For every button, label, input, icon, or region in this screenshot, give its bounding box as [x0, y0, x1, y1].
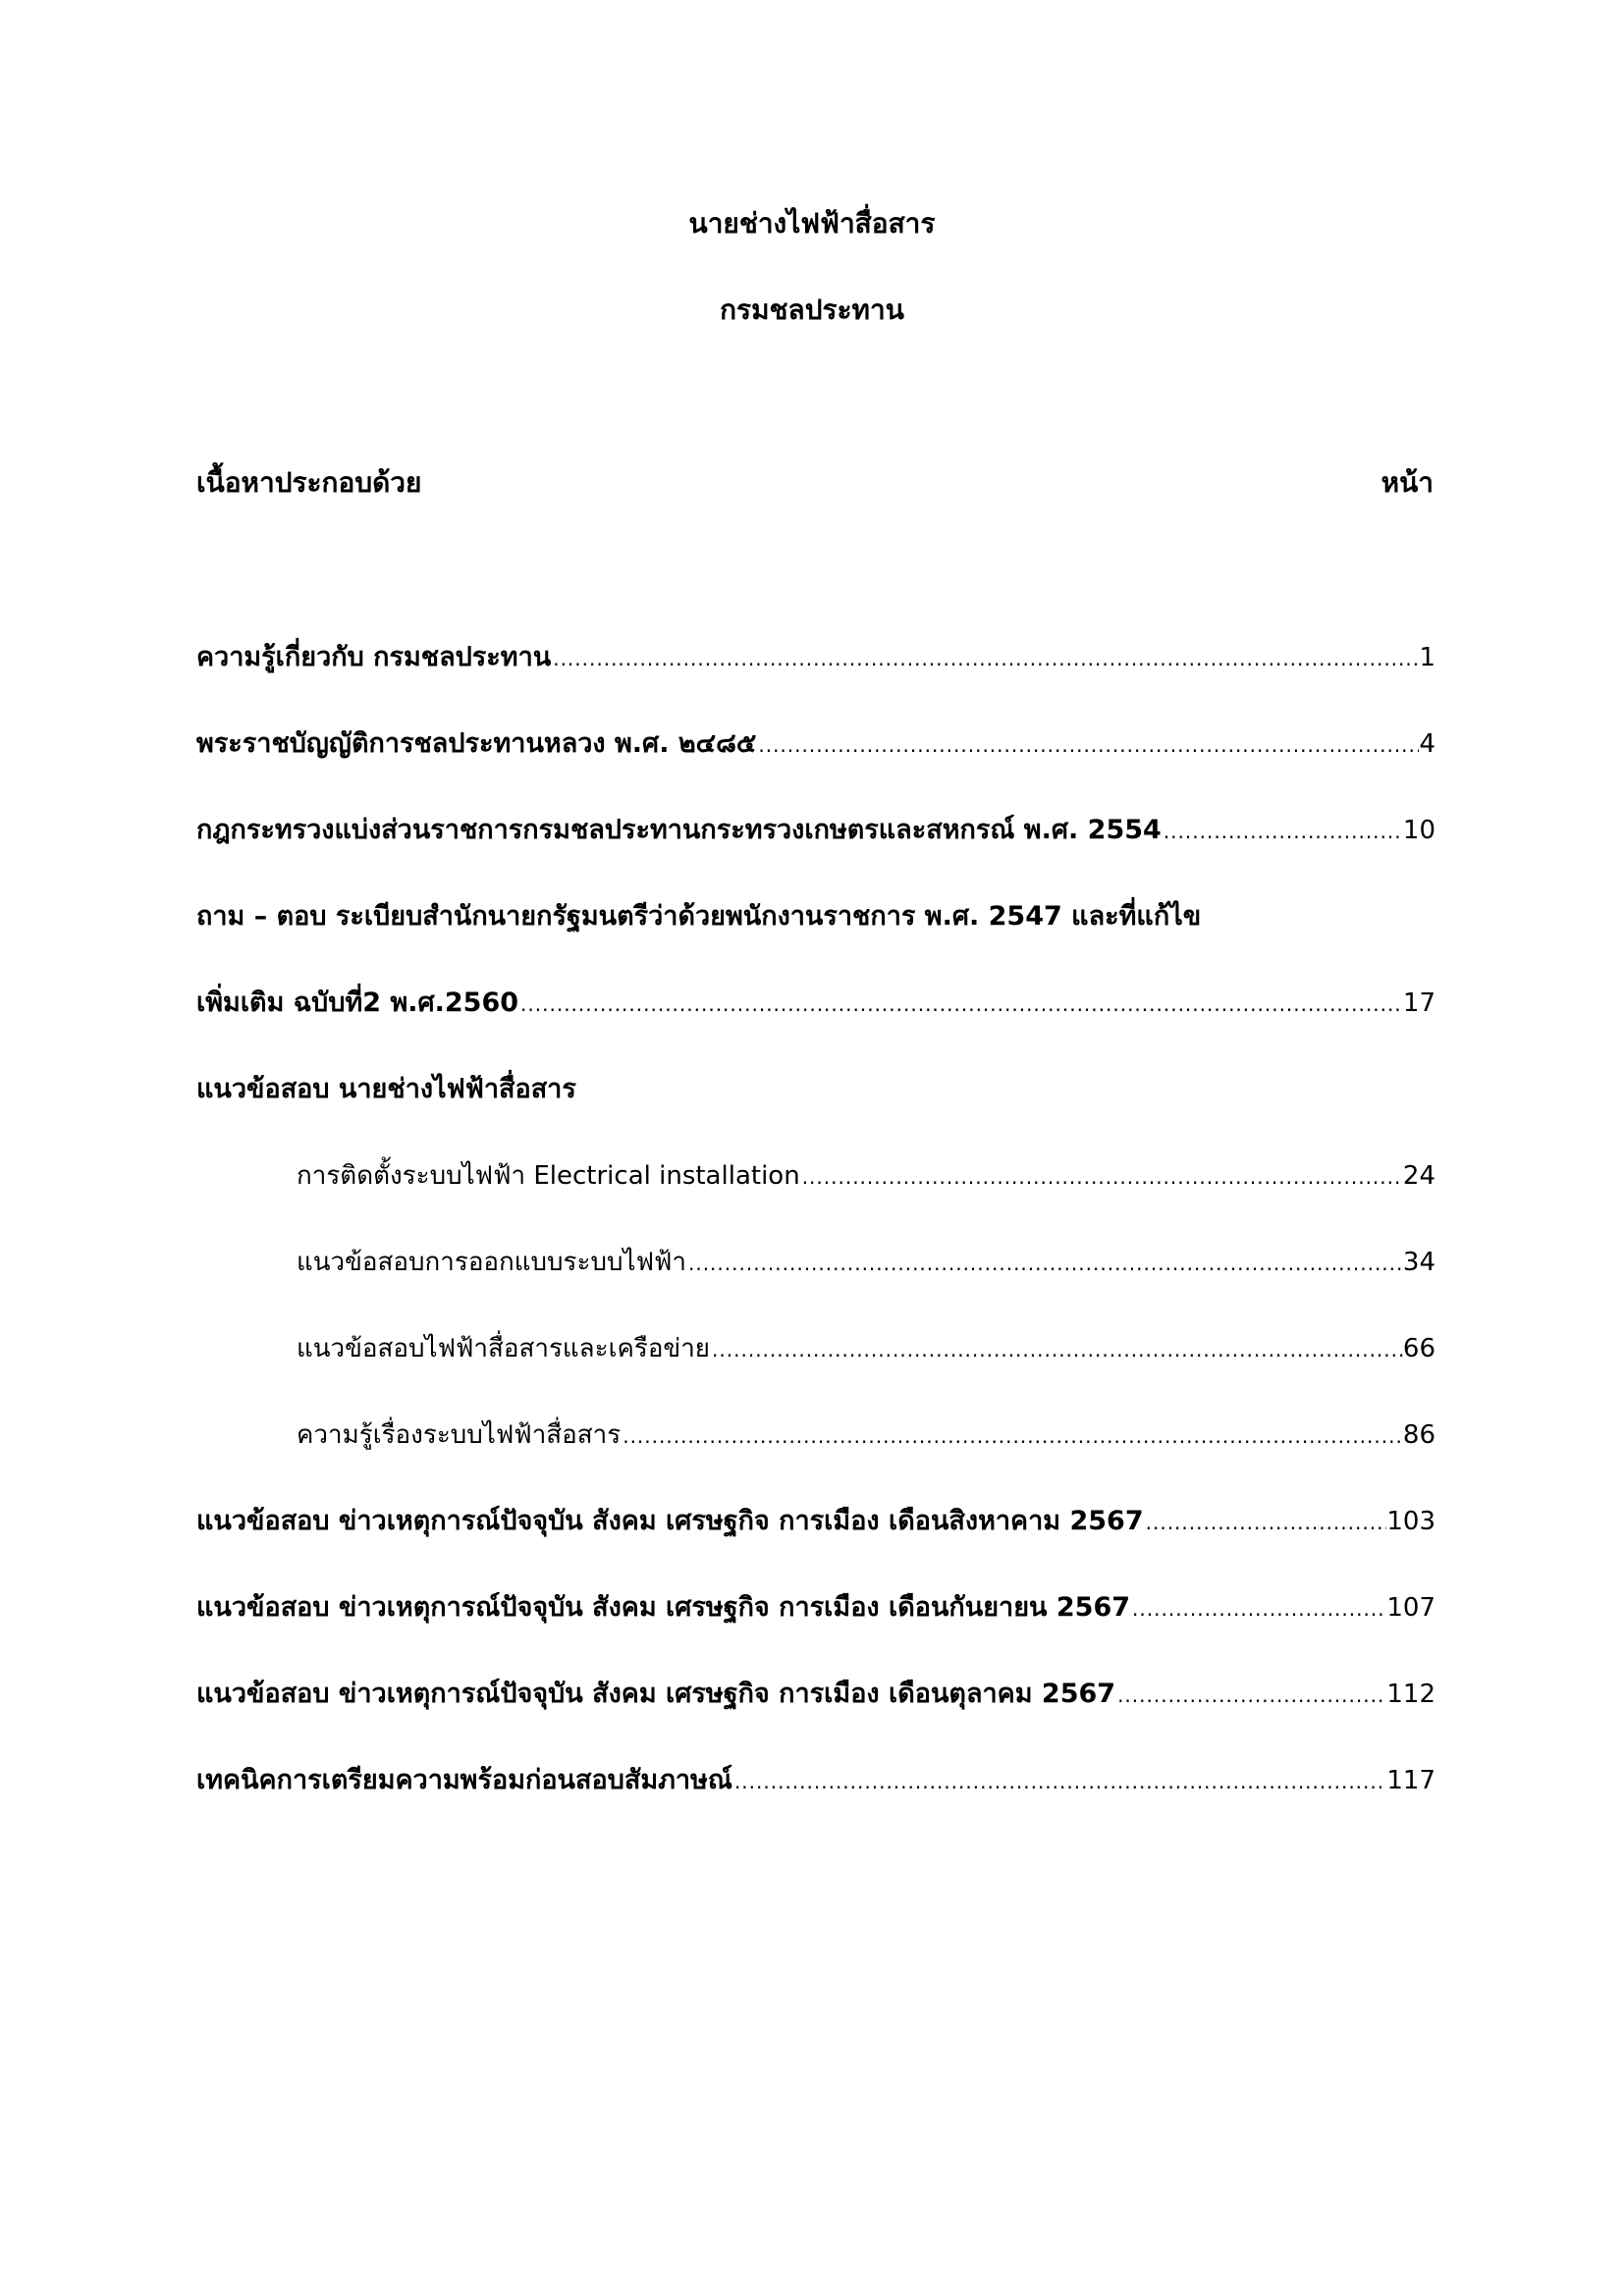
toc-section-exam-guide — [196, 1068, 1435, 1111]
toc-entry-page: 17 — [1402, 988, 1435, 1018]
toc-entry-label: ความรู้เรื่องระบบไฟฟ้าสื่อสาร — [297, 1420, 622, 1450]
dot-leader — [800, 1155, 1403, 1198]
dot-leader — [551, 637, 1419, 679]
toc-header — [196, 461, 1434, 505]
toc-entry-label: เพิ่มเติม ฉบับที่2 พ.ศ.2560 — [196, 988, 519, 1018]
toc-subentry-communication-knowledge — [297, 1414, 1435, 1457]
toc-entry-label: แนวข้อสอบการออกแบบระบบไฟฟ้า — [297, 1248, 686, 1277]
toc-entry-label: แนวข้อสอบ ข่าวเหตุการณ์ปัจจุบัน สังคม เศรษฐกิจ การเมือง เดือนสิงหาคาม 2567 — [196, 1506, 1144, 1536]
toc-entry-qa-regulation — [196, 895, 1435, 938]
dot-leader — [518, 983, 1403, 1025]
toc-entry-news-august — [196, 1500, 1435, 1543]
toc-entry-label: เทคนิคการเตรียมความพร้อมก่อนสอบสัมภาษณ์ — [196, 1765, 732, 1795]
toc-entry-page: 24 — [1402, 1161, 1435, 1191]
dot-leader — [1144, 1501, 1387, 1543]
toc-entry-label: แนวข้อสอบ ข่าวเหตุการณ์ปัจจุบัน สังคม เศรษฐกิจ การเมือง เดือนกันยายน 2567 — [196, 1592, 1131, 1623]
toc-entry-news-september — [196, 1586, 1435, 1629]
dot-leader — [732, 1760, 1386, 1802]
toc-entry-page: 10 — [1402, 816, 1435, 845]
toc-entry-label: แนวข้อสอบ นายช่างไฟฟ้าสื่อสาร — [196, 1074, 576, 1104]
toc-entry-label: แนวข้อสอบ ข่าวเหตุการณ์ปัจจุบัน สังคม เศรษฐกิจ การเมือง เดือนตุลาคม 2567 — [196, 1679, 1116, 1709]
document-title: นายช่างไฟฟ้าสื่อสาร — [688, 207, 936, 240]
toc-entry-label: ความรู้เกี่ยวกับ กรมชลประทาน — [196, 642, 552, 672]
toc-entry-page: 66 — [1402, 1334, 1435, 1363]
toc-entry-label: การติดตั้งระบบไฟฟ้า Electrical installation — [297, 1161, 800, 1191]
toc-entry-label: กฎกระทรวงแบ่งส่วนราชการกรมชลประทานกระทรวงเกษตรและสหกรณ์ พ.ศ. 2554 — [196, 815, 1162, 845]
toc-subentry-communication-network — [297, 1327, 1435, 1370]
toc-entry-interview-techniques — [196, 1759, 1435, 1802]
toc-entry-label: พระราชบัญญัติการชลประทานหลวง พ.ศ. ๒๔๘๕ — [196, 728, 757, 759]
toc-entry-label: แนวข้อสอบไฟฟ้าสื่อสารและเครือข่าย — [297, 1334, 711, 1363]
toc-entry-page: 107 — [1386, 1593, 1435, 1623]
dot-leader — [756, 723, 1419, 766]
toc-entry-page: 1 — [1419, 643, 1435, 672]
dot-leader — [621, 1415, 1403, 1457]
toc-entry-page: 4 — [1419, 729, 1435, 759]
toc-entry-page: 103 — [1386, 1507, 1435, 1536]
dot-leader — [1130, 1587, 1386, 1629]
page-column-label: หน้า — [1380, 466, 1434, 499]
toc-entry-label: ถาม – ตอบ ระเบียบสำนักนายกรัฐมนตรีว่าด้วยพนักงานราชการ พ.ศ. 2547 และที่แก้ไข — [196, 901, 1202, 932]
toc-entry-page: 86 — [1402, 1420, 1435, 1450]
toc-entry-page: 117 — [1386, 1766, 1435, 1795]
document-subtitle: กรมชลประทาน — [720, 294, 904, 326]
toc-entry-ministerial-regulation — [196, 809, 1435, 852]
toc-entry-amendment-2560 — [196, 982, 1435, 1025]
dot-leader — [1115, 1674, 1386, 1716]
toc-entry-news-october — [196, 1673, 1435, 1716]
toc-entry-irrigation-knowledge — [196, 636, 1435, 679]
toc-subentry-electrical-design — [297, 1241, 1435, 1284]
toc-entry-irrigation-act — [196, 722, 1435, 766]
dot-leader — [710, 1328, 1403, 1370]
contents-label: เนื้อหาประกอบด้วย — [196, 466, 422, 499]
dot-leader — [1162, 810, 1403, 852]
dot-leader — [686, 1242, 1403, 1284]
toc-subentry-electrical-installation — [297, 1154, 1435, 1198]
toc-entry-page: 112 — [1386, 1680, 1435, 1709]
toc-entry-page: 34 — [1402, 1248, 1435, 1277]
